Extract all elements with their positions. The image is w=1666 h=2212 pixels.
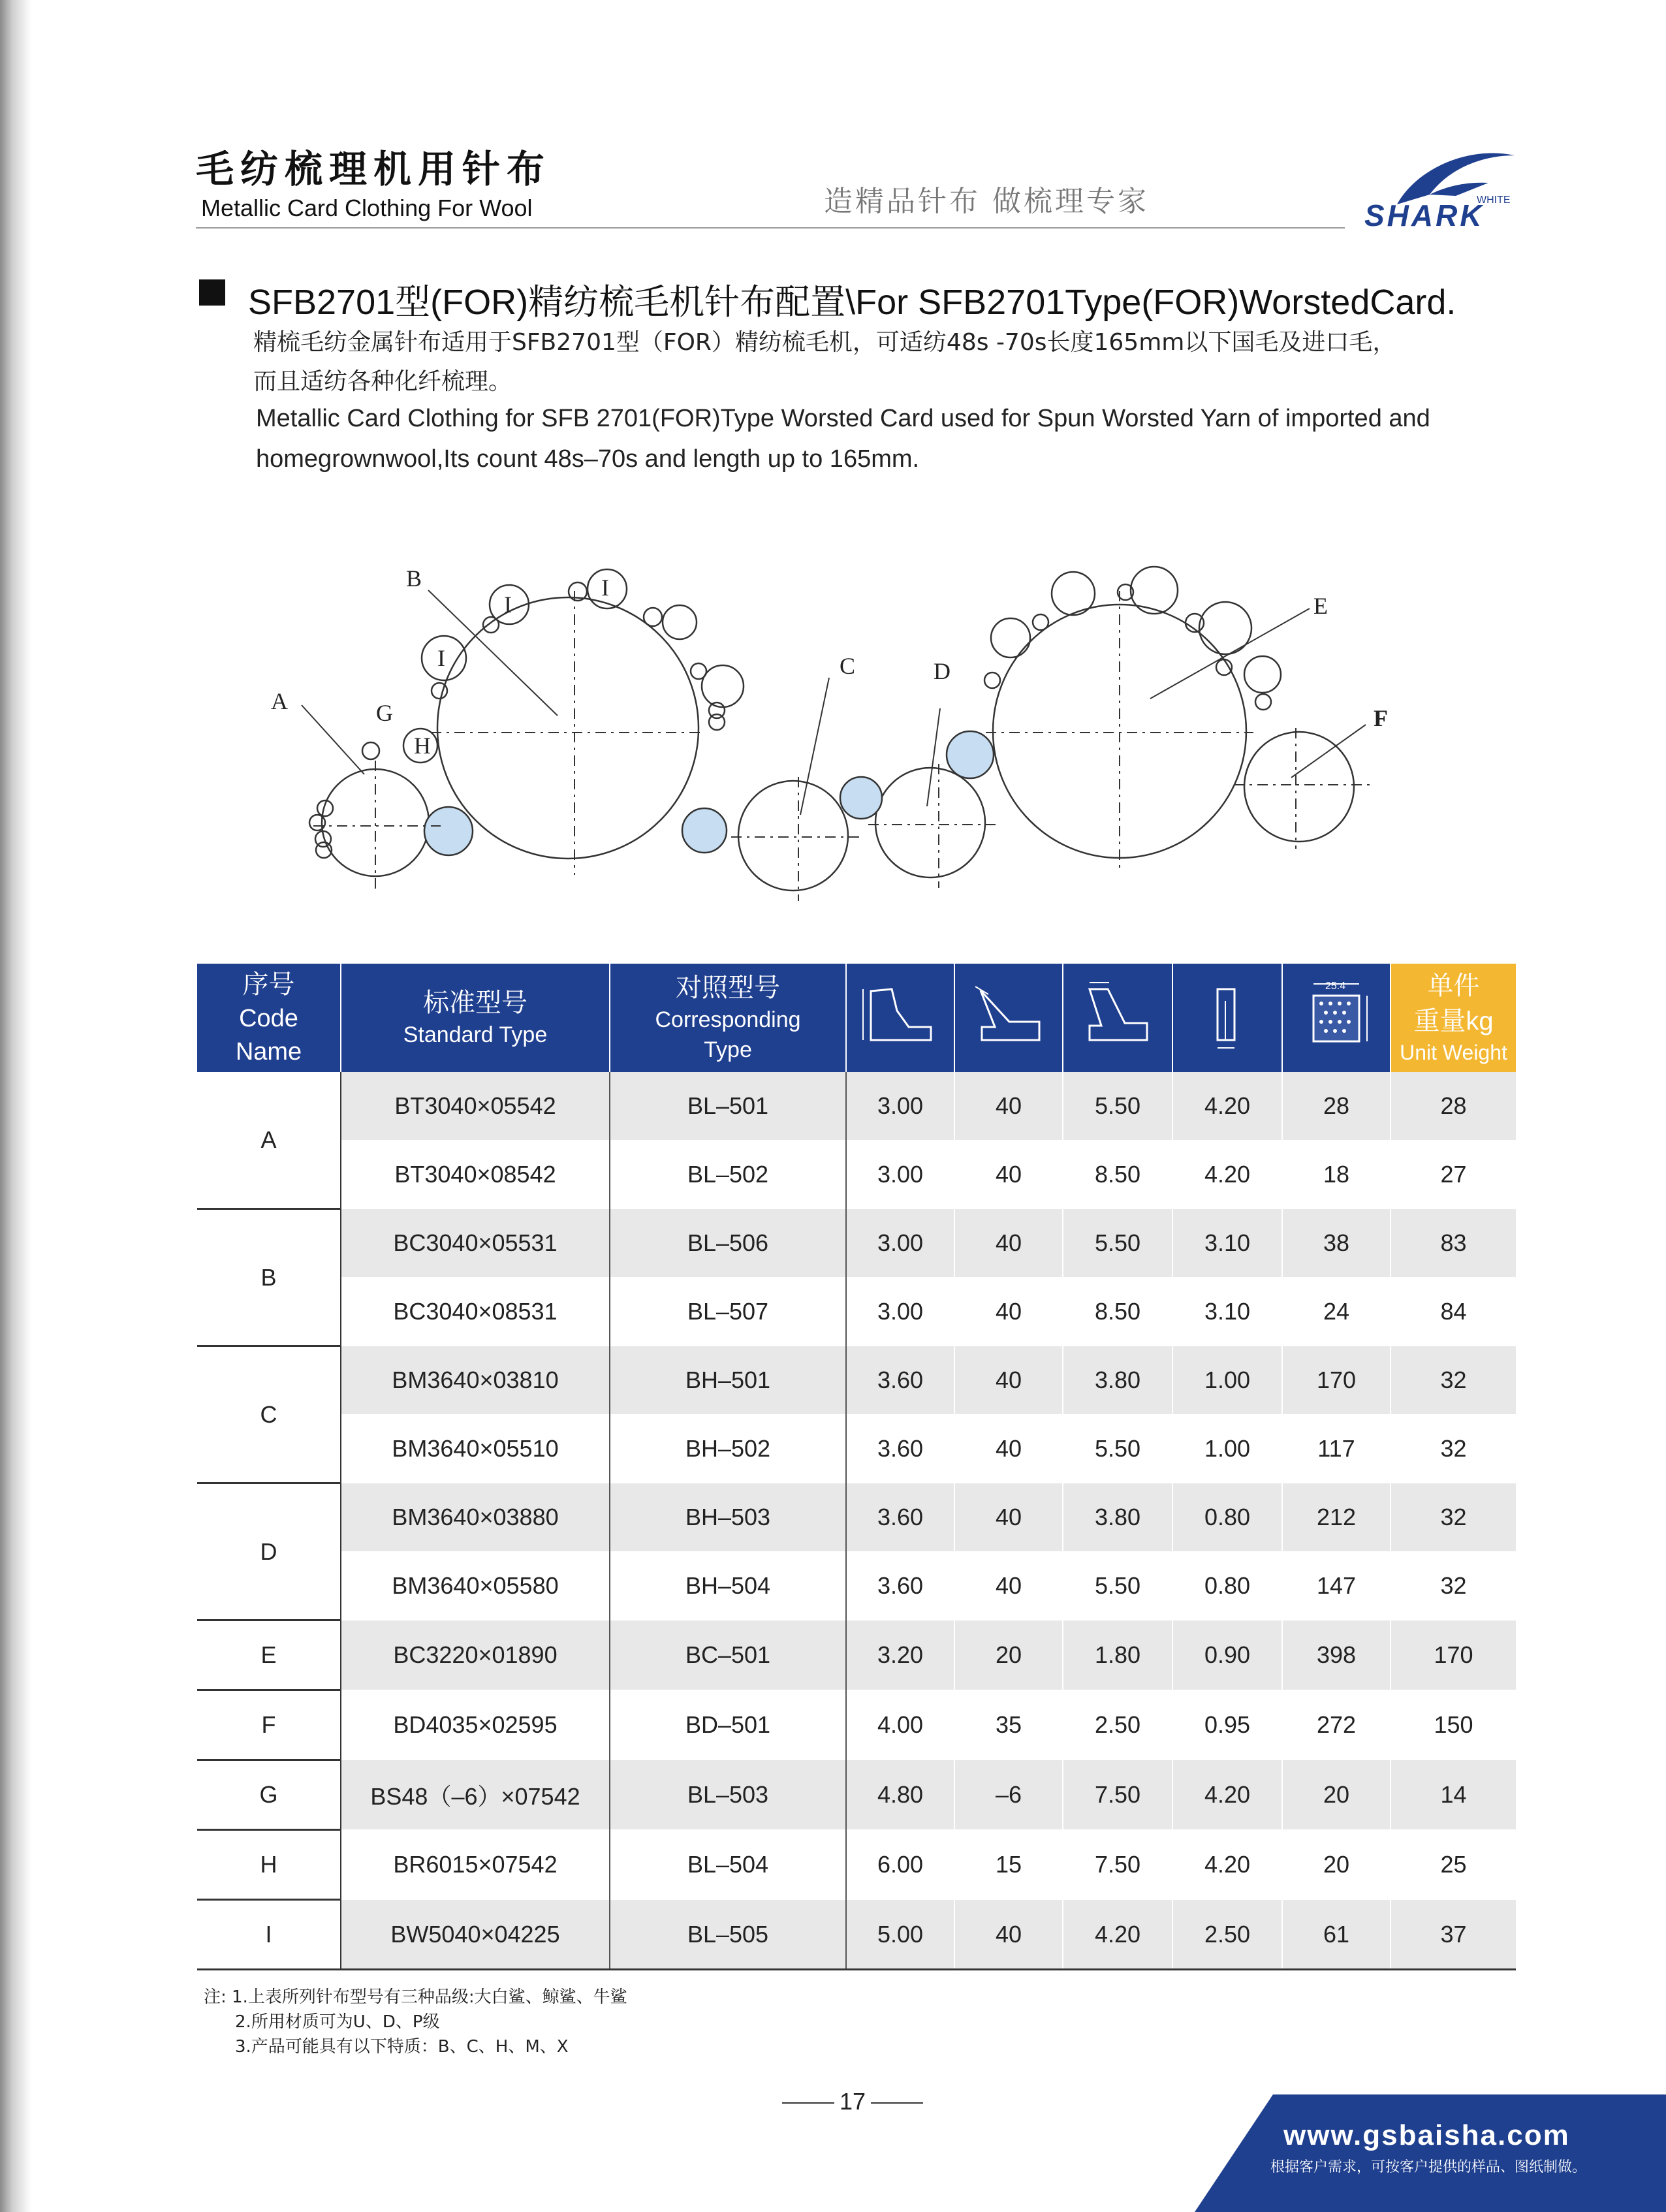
header-standard-type: 标准型号 Standard Type: [341, 964, 610, 1072]
cell-corresponding-type: BH–504: [610, 1552, 846, 1620]
table-row: [197, 1415, 1516, 1483]
cell-base-width: 0.95: [1172, 1690, 1282, 1760]
cell-angle: 40: [954, 1415, 1063, 1483]
cell-angle: 40: [954, 1346, 1063, 1415]
cell-base-width: 4.20: [1172, 1072, 1282, 1141]
cell-total-height: 5.00: [846, 1900, 954, 1970]
cell-unit-weight: 32: [1391, 1552, 1516, 1620]
diagram-label-e: E: [1313, 593, 1328, 619]
diagram-label-b: B: [406, 565, 422, 592]
cell-pitch: 7.50: [1063, 1760, 1172, 1830]
cell-standard-type: BC3040×05531: [341, 1209, 610, 1278]
table-row: [197, 1141, 1516, 1209]
header-title-cn: 毛纺梳理机用针布: [196, 147, 552, 191]
cell-point-density: 272: [1282, 1690, 1391, 1760]
cell-point-density: 61: [1282, 1900, 1391, 1970]
cell-pitch: 1.80: [1063, 1620, 1172, 1690]
table-row: [197, 1346, 1516, 1415]
cell-corresponding-type: BL–502: [610, 1141, 846, 1209]
cell-unit-weight: 32: [1391, 1415, 1516, 1483]
cell-standard-type: BM3640×05510: [341, 1415, 610, 1483]
cell-pitch: 8.50: [1063, 1278, 1172, 1346]
header-divider: [196, 227, 1345, 229]
table-row: [197, 1760, 1516, 1830]
table-row: [197, 1690, 1516, 1760]
cell-standard-type: BC3040×08531: [341, 1278, 610, 1346]
cell-point-density: 20: [1282, 1830, 1391, 1900]
page-binding-shadow: [0, 0, 31, 2212]
cell-total-height: 3.00: [846, 1278, 954, 1346]
cell-unit-weight: 170: [1391, 1620, 1516, 1690]
cell-angle: 40: [954, 1552, 1063, 1620]
table-row: [197, 1209, 1516, 1278]
cell-standard-type: BW5040×04225: [341, 1900, 610, 1970]
cell-corresponding-type: BL–507: [610, 1278, 846, 1346]
cell-standard-type: BM3640×03810: [341, 1346, 610, 1415]
cell-corresponding-type: BL–504: [610, 1830, 846, 1900]
cell-base-width: 0.80: [1172, 1483, 1282, 1552]
cell-pitch: 3.80: [1063, 1346, 1172, 1415]
cell-base-width: 2.50: [1172, 1900, 1282, 1970]
header-total-height-icon: [846, 964, 954, 1072]
cell-corresponding-type: BH–503: [610, 1483, 846, 1552]
cell-angle: 40: [954, 1278, 1063, 1346]
cell-code: H: [197, 1830, 341, 1900]
cell-base-width: 4.20: [1172, 1760, 1282, 1830]
header-point-density-icon: [1282, 964, 1391, 1072]
cell-point-density: 398: [1282, 1620, 1391, 1690]
cell-standard-type: BR6015×07542: [341, 1830, 610, 1900]
cell-base-width: 0.90: [1172, 1620, 1282, 1690]
roller-c: [738, 781, 848, 891]
cell-total-height: 3.60: [846, 1483, 954, 1552]
table-row: [197, 1072, 1516, 1141]
cell-unit-weight: 83: [1391, 1209, 1516, 1278]
table-header-row: [197, 964, 1516, 1072]
cell-base-width: 1.00: [1172, 1415, 1282, 1483]
header-title-en: Metallic Card Clothing For Wool: [201, 195, 533, 221]
cell-corresponding-type: BL–506: [610, 1209, 846, 1278]
cell-angle: 40: [954, 1072, 1063, 1141]
footer-website-link[interactable]: www.gsbaisha.com: [1283, 2119, 1570, 2151]
cell-standard-type: BS48（–6）×07542: [341, 1760, 610, 1830]
cell-pitch: 5.50: [1063, 1209, 1172, 1278]
note-2: 2.所用材质可为U、D、P级: [235, 2012, 440, 2032]
diagram-label-i-left: I: [437, 645, 445, 671]
cell-pitch: 8.50: [1063, 1141, 1172, 1209]
table-row: [197, 1552, 1516, 1620]
intro-en-line-1: Metallic Card Clothing for SFB 2701(FOR)Type Worsted Card used for Spun Worsted Yarn of imported and: [256, 405, 1430, 432]
diagram-label-c: C: [840, 653, 856, 679]
cell-standard-type: BD4035×02595: [341, 1690, 610, 1760]
cell-point-density: 170: [1282, 1346, 1391, 1415]
cell-point-density: 117: [1282, 1415, 1391, 1483]
table-notes: [204, 1985, 627, 2059]
cell-corresponding-type: BC–501: [610, 1620, 846, 1690]
table-row: [197, 1620, 1516, 1690]
footer-band: [1195, 2094, 1666, 2212]
cell-base-width: 3.10: [1172, 1209, 1282, 1278]
cell-code: B: [197, 1209, 341, 1346]
cell-point-density: 28: [1282, 1072, 1391, 1141]
header-base-width-icon: [1172, 964, 1282, 1072]
cell-standard-type: BM3640×03880: [341, 1483, 610, 1552]
header-tooth-pitch-icon: [1063, 964, 1172, 1072]
cell-pitch: 2.50: [1063, 1690, 1172, 1760]
table-row: [197, 1830, 1516, 1900]
cell-angle: –6: [954, 1760, 1063, 1830]
cell-unit-weight: 27: [1391, 1141, 1516, 1209]
header-unit-weight: 单件 重量kg Unit Weight: [1391, 964, 1516, 1072]
diagram-label-i-top-right: I: [601, 575, 609, 601]
transfer-roller-ab: [424, 807, 473, 855]
cell-pitch: 5.50: [1063, 1552, 1172, 1620]
cell-pitch: 5.50: [1063, 1072, 1172, 1141]
cell-angle: 40: [954, 1209, 1063, 1278]
cell-standard-type: BT3040×08542: [341, 1141, 610, 1209]
page-number: 17: [777, 2088, 928, 2115]
cell-pitch: 4.20: [1063, 1900, 1172, 1970]
cell-unit-weight: 14: [1391, 1760, 1516, 1830]
cell-point-density: 147: [1282, 1552, 1391, 1620]
cell-base-width: 4.20: [1172, 1141, 1282, 1209]
diagram-label-a: A: [271, 688, 288, 714]
cell-corresponding-type: BD–501: [610, 1690, 846, 1760]
cell-code: I: [197, 1900, 341, 1970]
header-working-angle-icon: [954, 964, 1063, 1072]
section-bullet: [199, 279, 225, 306]
point-density-icon: [1287, 975, 1385, 1053]
cell-standard-type: BM3640×05580: [341, 1552, 610, 1620]
header-code: 序号 Code Name: [197, 964, 341, 1072]
table-row: [197, 1278, 1516, 1346]
diagram-label-f: F: [1374, 705, 1388, 731]
cell-point-density: 20: [1282, 1760, 1391, 1830]
intro-cn-line-1: 精梳毛纺金属针布适用于SFB2701型（FOR）精纺梳毛机，可适纺48s -70s长度165mm以下国毛及进口毛，: [253, 329, 1396, 356]
roller-g: [362, 742, 379, 759]
cell-angle: 40: [954, 1483, 1063, 1552]
wire-base-width-icon: [1185, 975, 1270, 1053]
cell-angle: 40: [954, 1141, 1063, 1209]
header-slogan: 造精品针布 做梳理专家: [824, 185, 1149, 218]
note-1: 注: 1.上表所列针布型号有三种品级:大白鲨、鲸鲨、牛鲨: [204, 1987, 627, 2007]
cell-standard-type: BC3220×01890: [341, 1620, 610, 1690]
cell-angle: 40: [954, 1900, 1063, 1970]
cell-total-height: 3.00: [846, 1209, 954, 1278]
transfer-roller-bc: [682, 808, 727, 853]
section-title: SFB2701型(FOR)精纺梳毛机针布配置\For SFB2701Type(FOR)WorstedCard.: [248, 283, 1456, 322]
wire-pitch-icon: [1075, 975, 1160, 1053]
intro-en-line-2: homegrownwool,Its count 48s–70s and length up to 165mm.: [256, 445, 920, 473]
svg-text:25.4: 25.4: [1325, 980, 1346, 992]
cell-unit-weight: 84: [1391, 1278, 1516, 1346]
table-row: [197, 1900, 1516, 1970]
cell-angle: 20: [954, 1620, 1063, 1690]
transfer-roller-cd: [840, 777, 882, 819]
cell-angle: 15: [954, 1830, 1063, 1900]
cell-corresponding-type: BL–503: [610, 1760, 846, 1830]
cell-code: E: [197, 1620, 341, 1690]
cell-point-density: 212: [1282, 1483, 1391, 1552]
footer-tagline: 根据客户需求，可按客户提供的样品、图纸制做。: [1270, 2159, 1587, 2175]
cell-unit-weight: 28: [1391, 1072, 1516, 1141]
cell-code: C: [197, 1346, 341, 1483]
transfer-roller-de: [947, 731, 994, 778]
diagram-label-g: G: [376, 700, 393, 726]
cell-code: D: [197, 1483, 341, 1620]
card-clothing-spec-table: [197, 964, 1516, 1970]
cell-total-height: 3.00: [846, 1072, 954, 1141]
cell-total-height: 3.60: [846, 1552, 954, 1620]
cell-base-width: 0.80: [1172, 1552, 1282, 1620]
wire-total-height-icon: [858, 975, 943, 1053]
cell-corresponding-type: BH–501: [610, 1346, 846, 1415]
cell-code: F: [197, 1690, 341, 1760]
cell-corresponding-type: BL–501: [610, 1072, 846, 1141]
intro-cn-line-2: 而且适纺各种化纤梳理。: [253, 368, 512, 395]
cell-pitch: 5.50: [1063, 1415, 1172, 1483]
cell-total-height: 6.00: [846, 1830, 954, 1900]
cell-pitch: 7.50: [1063, 1830, 1172, 1900]
cell-corresponding-type: BH–502: [610, 1415, 846, 1483]
wire-angle-icon: [966, 975, 1051, 1053]
cell-corresponding-type: BL–505: [610, 1900, 846, 1970]
cell-point-density: 18: [1282, 1141, 1391, 1209]
cell-total-height: 3.60: [846, 1415, 954, 1483]
cell-pitch: 3.80: [1063, 1483, 1172, 1552]
cell-standard-type: BT3040×05542: [341, 1072, 610, 1141]
cell-base-width: 3.10: [1172, 1278, 1282, 1346]
cell-angle: 35: [954, 1690, 1063, 1760]
table-row: [197, 1483, 1516, 1552]
roller-layout-diagram: [255, 561, 1430, 914]
cell-total-height: 3.00: [846, 1141, 954, 1209]
diagram-label-i-top-left: I: [504, 592, 512, 618]
cell-unit-weight: 37: [1391, 1900, 1516, 1970]
logo-white-text: WHITE: [1477, 195, 1511, 206]
header-corresponding-type: 对照型号 Corresponding Type: [610, 964, 846, 1072]
cell-code: A: [197, 1072, 341, 1209]
cell-total-height: 3.20: [846, 1620, 954, 1690]
cell-point-density: 24: [1282, 1278, 1391, 1346]
cell-unit-weight: 25: [1391, 1830, 1516, 1900]
cell-unit-weight: 32: [1391, 1346, 1516, 1415]
cell-total-height: 3.60: [846, 1346, 954, 1415]
diagram-label-h: H: [414, 733, 431, 759]
cell-unit-weight: 150: [1391, 1690, 1516, 1760]
cell-base-width: 1.00: [1172, 1346, 1282, 1415]
cell-code: G: [197, 1760, 341, 1830]
logo-shark-text: SHARK: [1364, 198, 1485, 227]
cell-point-density: 38: [1282, 1209, 1391, 1278]
cell-unit-weight: 32: [1391, 1483, 1516, 1552]
roller-f: [1244, 732, 1354, 842]
cell-base-width: 4.20: [1172, 1830, 1282, 1900]
cell-total-height: 4.80: [846, 1760, 954, 1830]
diagram-label-d: D: [934, 658, 951, 684]
white-shark-logo: [1358, 142, 1528, 227]
cell-total-height: 4.00: [846, 1690, 954, 1760]
note-3: 3.产品可能具有以下特质：B、C、H、M、X: [235, 2037, 569, 2057]
